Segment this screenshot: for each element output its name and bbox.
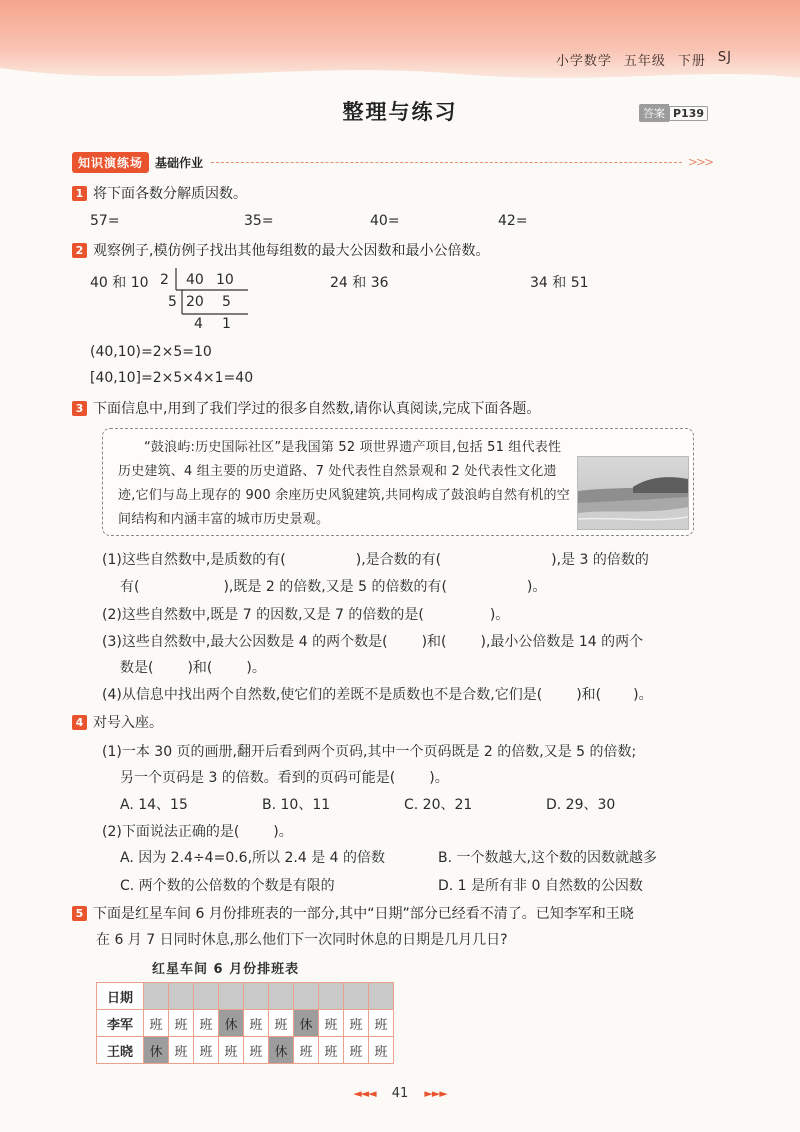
q4-s1-text: )。	[429, 770, 449, 786]
q2-text: 观察例子,模仿例子找出其他每组数的最大公因数和最小公倍数。	[93, 243, 490, 259]
short-division-d2: 5	[168, 294, 177, 310]
q3-p1-text: )。	[526, 579, 547, 595]
q4-text: 对号入座。	[93, 715, 163, 731]
q3-number: 3	[72, 401, 87, 416]
q3-p2	[102, 604, 509, 624]
schedule-row	[97, 1010, 394, 1037]
schedule-date-cell	[344, 983, 369, 1010]
q3-prompt	[72, 398, 540, 418]
answer-tag[interactable]	[639, 104, 708, 122]
q3-p1-text: ),是合数的有(	[355, 552, 442, 568]
schedule-cell: 班	[369, 1037, 394, 1064]
q4-option[interactable]: B. 10、11	[262, 797, 331, 813]
q3-p3-text: (3)这些自然数中,最大公因数是 4 的两个数是(	[102, 634, 388, 650]
q4-option[interactable]: C. 20、21	[404, 797, 473, 813]
schedule-cell: 班	[344, 1037, 369, 1064]
q3-p1	[102, 549, 649, 569]
q4-s2-text: (2)下面说法正确的是(	[102, 824, 240, 840]
short-division-value: 10	[216, 272, 234, 288]
q3-p3-text: )和(	[187, 660, 213, 676]
schedule-date-cell	[144, 983, 169, 1010]
q5-prompt	[72, 903, 634, 923]
schedule-cell: 班	[244, 1010, 269, 1037]
q1-item: 42=	[498, 213, 528, 229]
schedule-cell: 班	[194, 1010, 219, 1037]
q4-s2-text: )。	[273, 824, 293, 840]
q5-text-line2: 在 6 月 7 日同时休息,那么他们下一次同时休息的日期是几月几日?	[96, 932, 508, 948]
page-title: 整理与练习	[342, 100, 458, 124]
q2-number: 2	[72, 243, 87, 258]
section-divider	[211, 162, 682, 163]
q4-number: 4	[72, 715, 87, 730]
q2-prompt	[72, 240, 489, 260]
next-arrows-icon: ►►►	[424, 1087, 447, 1100]
info-text: “鼓浪屿:历史国际社区”是我国第 52 项世界遗产项目,包括 51 组代表性历史建筑、4 组主要的历史道路、7 处代表性自然景观和 2 处代表性文化遗迹,它们与岛上现存的 900 余座历史风貌建筑,共同构成了鼓浪屿自然有机的空间结构和内涵丰富的城市历史景观。	[118, 440, 570, 527]
chevron-right-icon: >>>	[687, 155, 712, 169]
answer-label: 答案	[639, 104, 669, 122]
gulangyu-photo	[577, 456, 689, 530]
q5-number: 5	[72, 906, 87, 921]
q5-text-line1: 下面是红星车间 6 月份排班表的一部分,其中“日期”部分已经看不清了。已知李军和王晓	[93, 906, 634, 922]
schedule-row-label: 王晓	[97, 1037, 144, 1064]
q1-prompt	[72, 183, 247, 203]
page-number: 41	[391, 1086, 409, 1101]
section-pill: 知识演练场	[72, 152, 149, 173]
q1-item: 57=	[90, 213, 120, 229]
schedule-cell: 班	[194, 1037, 219, 1064]
section-subtitle: 基础作业	[155, 155, 204, 170]
q3-text: 下面信息中,用到了我们学过的很多自然数,请你认真阅读,完成下面各题。	[93, 401, 541, 417]
schedule-date-cell	[194, 983, 219, 1010]
answer-page: P139	[669, 106, 708, 121]
short-division-value: 1	[222, 316, 231, 332]
q1-number: 1	[72, 186, 87, 201]
q1-text: 将下面各数分解质因数。	[93, 186, 247, 202]
q3-p3-text: 数是(	[120, 660, 154, 676]
schedule-table	[96, 982, 394, 1064]
q3-p1-text: 有(	[120, 579, 140, 595]
schedule-date-cell	[369, 983, 394, 1010]
schedule-cell: 班	[344, 1010, 369, 1037]
schedule-cell: 班	[294, 1037, 319, 1064]
q4-prompt	[72, 712, 163, 732]
schedule-row-label: 日期	[97, 983, 144, 1010]
q3-p1-text: ),既是 2 的倍数,又是 5 的倍数的有(	[223, 579, 447, 595]
schedule-date-cell	[294, 983, 319, 1010]
schedule-cell: 班	[244, 1037, 269, 1064]
q3-p4-text: )。	[633, 687, 653, 703]
page-footer	[0, 1086, 800, 1101]
schedule-cell: 休	[294, 1010, 319, 1037]
q3-p3	[102, 631, 643, 651]
q3-p1-cont	[120, 576, 546, 596]
q4-s1-line2	[120, 767, 449, 787]
schedule-cell: 班	[169, 1037, 194, 1064]
schedule-row	[97, 983, 394, 1010]
schedule-cell: 休	[269, 1037, 294, 1064]
q4-option[interactable]: C. 两个数的公倍数的个数是有限的	[120, 878, 335, 894]
schedule-title: 红星车间 6 月份排班表	[152, 962, 300, 977]
schedule-cell: 班	[319, 1010, 344, 1037]
short-division-value: 4	[194, 316, 203, 332]
q4-s1-line1: (1)一本 30 页的画册,翻开后看到两个页码,其中一个页码既是 2 的倍数,又是 5 的倍数;	[102, 744, 637, 760]
schedule-cell: 班	[219, 1037, 244, 1064]
q2-gcd-line: (40,10)=2×5=10	[90, 344, 212, 360]
schedule-date-cell	[244, 983, 269, 1010]
q4-option[interactable]: A. 14、15	[120, 797, 188, 813]
short-division-d1: 2	[160, 272, 169, 288]
schedule-cell: 班	[144, 1010, 169, 1037]
schedule-row	[97, 1037, 394, 1064]
q4-option[interactable]: D. 1 是所有非 0 自然数的公因数	[438, 878, 643, 894]
schedule-cell: 班	[169, 1010, 194, 1037]
schedule-date-cell	[219, 983, 244, 1010]
q4-s2-line	[102, 821, 293, 841]
header-subject: 小学数学	[555, 54, 612, 69]
q3-p1-text: ),是 3 的倍数的	[551, 552, 649, 568]
q2-pair: 34 和 51	[530, 275, 589, 291]
schedule-cell: 班	[319, 1037, 344, 1064]
header-grade: 五年级	[623, 54, 666, 69]
short-division-lines	[170, 268, 250, 328]
schedule-row-label: 李军	[97, 1010, 144, 1037]
q3-p4-text: (4)从信息中找出两个自然数,使它们的差既不是质数也不是合数,它们是(	[102, 687, 543, 703]
q3-p4	[102, 684, 653, 704]
header-volume: 下册	[677, 54, 706, 69]
q2-pair: 24 和 36	[330, 275, 389, 291]
q1-item: 40=	[370, 213, 400, 229]
schedule-cell: 休	[144, 1037, 169, 1064]
q3-p2-text: )。	[489, 607, 510, 623]
q3-p3-text: ),最小公倍数是 14 的两个	[480, 634, 644, 650]
q4-option[interactable]: D. 29、30	[546, 797, 616, 813]
prev-arrows-icon: ◄◄◄	[353, 1087, 376, 1100]
q1-item: 35=	[244, 213, 274, 229]
q2-lcm-line: [40,10]=2×5×4×1=40	[90, 370, 254, 386]
q3-p4-text: )和(	[576, 687, 602, 703]
q3-p2-text: (2)这些自然数中,既是 7 的因数,又是 7 的倍数的是(	[102, 607, 424, 623]
q4-option[interactable]: A. 因为 2.4÷4=0.6,所以 2.4 是 4 的倍数	[120, 850, 386, 866]
header-edition: SJ	[717, 50, 732, 65]
short-division-value: 20	[186, 294, 204, 310]
section-bar	[72, 152, 712, 172]
q2-example-label: 40 和 10	[90, 275, 149, 291]
header-meta	[556, 50, 732, 69]
q4-option[interactable]: B. 一个数越大,这个数的因数就越多	[438, 850, 657, 866]
schedule-date-cell	[319, 983, 344, 1010]
schedule-cell: 休	[219, 1010, 244, 1037]
q3-p3-text: )和(	[421, 634, 447, 650]
schedule-date-cell	[269, 983, 294, 1010]
q4-s1-text: 另一个页码是 3 的倍数。看到的页码可能是(	[120, 770, 396, 786]
q3-p3-cont	[120, 657, 266, 677]
short-division-value: 5	[222, 294, 231, 310]
q3-p3-text: )。	[246, 660, 266, 676]
schedule-date-cell	[169, 983, 194, 1010]
schedule-cell: 班	[369, 1010, 394, 1037]
q3-p1-text: (1)这些自然数中,是质数的有(	[102, 552, 286, 568]
schedule-cell: 班	[269, 1010, 294, 1037]
short-division-value: 40	[186, 272, 204, 288]
